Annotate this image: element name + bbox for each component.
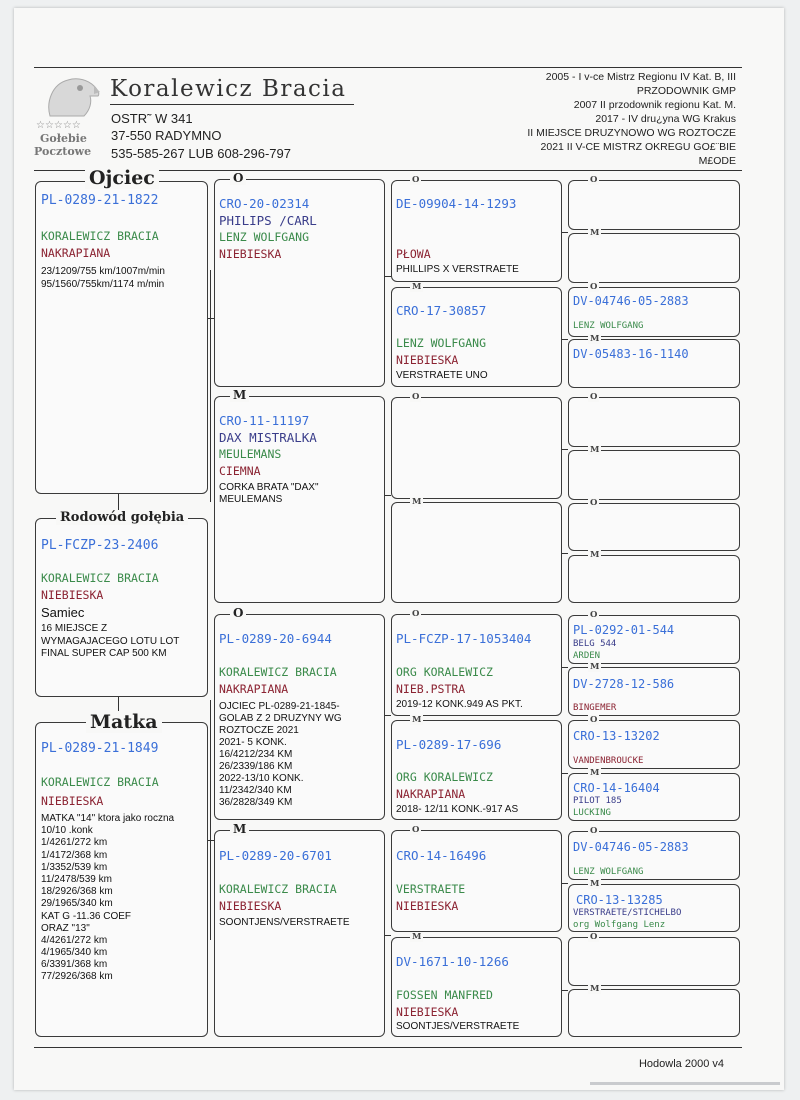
address-line1: OSTR˜ W 341: [111, 111, 193, 126]
father-label: Ojciec: [85, 167, 159, 189]
g4-box-16: [568, 989, 740, 1037]
connector: [210, 700, 211, 940]
ffm-breeder: LENZ WOLFGANG: [396, 336, 487, 350]
mfm-color: NAKRAPIANA: [396, 787, 466, 801]
mfmm-name: PILOT 185: [573, 796, 622, 806]
footer-rule: [34, 1047, 742, 1048]
mm-breeder: KORALEWICZ BRACIA: [219, 882, 337, 896]
ffm-notes: VERSTRAETE UNO: [396, 370, 488, 381]
mmfm-breeder: VERSTRAETE/STICHELBO: [573, 908, 682, 918]
mmf-color: NIEBIESKA: [396, 899, 459, 913]
logo-stars: ☆☆☆☆☆: [36, 120, 81, 131]
mmfm-ring: CRO-13-13285: [576, 893, 663, 907]
logo-text-line1: Gołebie: [40, 132, 87, 145]
achievement-2: PRZODOWNIK GMP: [636, 85, 736, 97]
subject-color: NIEBIESKA: [41, 588, 104, 602]
g4-box-15: [568, 937, 740, 986]
ff-breeder: LENZ WOLFGANG: [219, 230, 310, 244]
g4-box-6: [568, 450, 740, 500]
father-color: NAKRAPIANA: [41, 246, 111, 260]
fff-notes: PHILLIPS X VERSTRAETE: [396, 264, 519, 275]
ff-ring: CRO-20-02314: [219, 196, 310, 211]
g4-label-15: O: [590, 932, 598, 942]
g4-label-7: O: [590, 498, 598, 508]
owner-underline: [110, 104, 354, 105]
logo-text-line2: Pocztowe: [34, 145, 92, 158]
g4-label-10: M: [590, 662, 600, 672]
fff-ring: DE-09904-14-1293: [396, 196, 517, 211]
mff-ring: PL-FCZP-17-1053404: [396, 631, 532, 646]
club-logo: [34, 72, 102, 162]
mmm-label: M: [412, 932, 422, 942]
g4-label-14: M: [590, 879, 600, 889]
mffm-ring: DV-2728-12-586: [573, 677, 675, 691]
ffmm-ring: DV-05483-16-1140: [573, 347, 689, 361]
subject-notes: 16 MIEJSCE Z WYMAGAJACEGO LOTU LOT FINAL SUPER CAP 500 KM: [41, 623, 180, 659]
father-breeder: KORALEWICZ BRACIA: [41, 229, 159, 243]
g4-box-5: [568, 397, 740, 447]
footer-version: Hodowla 2000 v4: [638, 1058, 724, 1070]
mff-label: O: [412, 609, 420, 619]
subject-label: Rodowód gołębia: [56, 510, 188, 525]
ffmf-ring: DV-04746-05-2883: [573, 294, 689, 308]
mf-ring: PL-0289-20-6944: [219, 631, 332, 646]
g4-label-6: M: [590, 445, 600, 455]
mmm-breeder: FOSSEN MANFRED: [396, 988, 493, 1002]
owner-name: Koralewicz Bracia: [110, 76, 347, 102]
mfmf-breeder: VANDENBROUCKE: [573, 756, 644, 766]
mfff-name: BELG 544: [573, 639, 617, 649]
g4-label-8: M: [590, 550, 600, 560]
fmf-box: [391, 397, 562, 499]
subject-breeder: KORALEWICZ BRACIA: [41, 571, 159, 585]
ffm-label: M: [412, 282, 422, 292]
g4-label-2: M: [590, 228, 600, 238]
scan-edge: [590, 1082, 780, 1085]
mfmm-ring: CRO-14-16404: [573, 781, 660, 795]
mmfm-note: org Wolfgang Lenz: [573, 920, 666, 930]
achievement-1: 2005 - I v-ce Mistrz Regionu IV Kat. B, III: [545, 71, 736, 83]
father-notes: 23/1209/755 km/1007m/min 95/1560/755km/1174 m/min: [41, 266, 165, 290]
g4-label-12: M: [590, 768, 600, 778]
g4-label-3: O: [590, 282, 598, 292]
father-ring: PL-0289-21-1822: [41, 193, 159, 208]
g4-box-1: [568, 180, 740, 230]
mfff-breeder: ARDEN: [573, 651, 601, 661]
mm-ring: PL-0289-20-6701: [219, 848, 332, 863]
achievement-7: M£ODE: [698, 155, 736, 167]
mother-label: Matka: [86, 711, 162, 733]
fmm-box: [391, 502, 562, 603]
father-box: [35, 181, 208, 494]
mmm-color: NIEBIESKA: [396, 1005, 459, 1019]
mfmm-breeder: LUCKING: [573, 808, 611, 818]
achievement-3: 2007 II przodownik regionu Kat. M.: [573, 99, 736, 111]
g4-label-11: O: [590, 715, 598, 725]
fmm-label: M: [412, 497, 422, 507]
g4-box-2: [568, 233, 740, 283]
mother-color: NIEBIESKA: [41, 794, 104, 808]
fm-label: M: [230, 388, 249, 402]
mfm-notes: 2018- 12/11 KONK.-917 AS: [396, 804, 519, 815]
fm-notes: CORKA BRATA "DAX" MEULEMANS: [219, 482, 319, 505]
mf-breeder: KORALEWICZ BRACIA: [219, 665, 337, 679]
fm-color: CIEMNA: [219, 464, 261, 478]
ffm-color: NIEBIESKA: [396, 353, 459, 367]
fm-breeder: MEULEMANS: [219, 447, 282, 461]
mfmf-ring: CRO-13-13202: [573, 729, 660, 743]
mfff-ring: PL-0292-01-544: [573, 623, 675, 637]
subject-sex: Samiec: [41, 605, 85, 620]
mff-notes: 2019-12 KONK.949 AS PKT.: [396, 699, 523, 710]
mmf-ring: CRO-14-16496: [396, 848, 487, 863]
mother-ring: PL-0289-21-1849: [41, 741, 159, 756]
g4-box-8: [568, 555, 740, 603]
fm-name: DAX MISTRALKA: [219, 430, 317, 445]
mf-notes: OJCIEC PL-0289-21-1845- GOLAB Z 2 DRUZYNY WG ROZTOCZE 2021 2021- 5 KONK. 16/4212/234 KM 26/2339/186 KM 2022-13/10 KONK. 11/2342/340 KM 36/2828/349 KM: [219, 701, 342, 808]
mmm-notes: SOONTJES/VERSTRAETE: [396, 1021, 520, 1032]
ff-color: NIEBIESKA: [219, 247, 282, 261]
mmf-label: O: [412, 825, 420, 835]
g4-label-16: M: [590, 984, 600, 994]
mm-notes: SOONTJENS/VERSTRAETE: [219, 917, 350, 928]
g4-label-9: O: [590, 610, 598, 620]
ffm-ring: CRO-17-30857: [396, 303, 487, 318]
mother-notes: MATKA "14" ktora jako roczna 10/10 .konk 1/4261/272 km 1/4172/368 km 1/3352/539 km 11/2478/539 km 18/2926/368 km 29/1965/340 km KAT G -11.36 COEF ORAZ "13" 4/4261/272 km 4/1965/340 km 6/3391/368 km 77/2926/368 km: [41, 813, 175, 983]
address-line2: 37-550 RADYMNO: [111, 128, 222, 143]
fm-ring: CRO-11-11197: [219, 413, 310, 428]
g4-label-13: O: [590, 826, 598, 836]
g4-box-7: [568, 503, 740, 551]
ff-name: PHILIPS /CARL: [219, 213, 317, 228]
g4-label-1: O: [590, 175, 598, 185]
mmf-box: [391, 830, 562, 932]
g4-label-5: O: [590, 392, 598, 402]
mfm-label: M: [412, 715, 422, 725]
mf-color: NAKRAPIANA: [219, 682, 289, 696]
mfm-ring: PL-0289-17-696: [396, 737, 502, 752]
g4-label-4: M: [590, 334, 600, 344]
ff-label: O: [230, 171, 246, 185]
mf-label: O: [230, 606, 246, 620]
connector: [210, 270, 211, 502]
achievement-4: 2017 - IV dru¿yna WG Krakus: [595, 113, 736, 125]
mmf-breeder: VERSTRAETE: [396, 882, 466, 896]
fff-color: PŁOWA: [396, 247, 431, 261]
mmm-ring: DV-1671-10-1266: [396, 954, 509, 969]
fff-label: O: [412, 175, 420, 185]
mfm-breeder: ORG KORALEWICZ: [396, 770, 493, 784]
mffm-breeder: BINGEMER: [573, 703, 617, 713]
mm-color: NIEBIESKA: [219, 899, 282, 913]
mmff-ring: DV-04746-05-2883: [573, 840, 689, 854]
mff-color: NIEB.PSTRA: [396, 682, 466, 696]
mother-breeder: KORALEWICZ BRACIA: [41, 775, 159, 789]
mmff-breeder: LENZ WOLFGANG: [573, 867, 644, 877]
phone: 535-585-267 LUB 608-296-797: [111, 146, 291, 161]
achievement-6: 2021 II V-CE MISTRZ OKREGU GO£¨BIE: [540, 141, 736, 153]
mm-label: M: [230, 822, 249, 836]
fmf-label: O: [412, 392, 420, 402]
subject-ring: PL-FCZP-23-2406: [41, 538, 159, 553]
pigeon-head-icon: [44, 72, 100, 120]
ffmf-breeder: LENZ WOLFGANG: [573, 321, 644, 331]
header-top-rule: [34, 67, 742, 68]
achievement-5: II MIEJSCE DRUZYNOWO WG ROZTOCZE: [527, 127, 736, 139]
mff-breeder: ORG KORALEWICZ: [396, 665, 493, 679]
